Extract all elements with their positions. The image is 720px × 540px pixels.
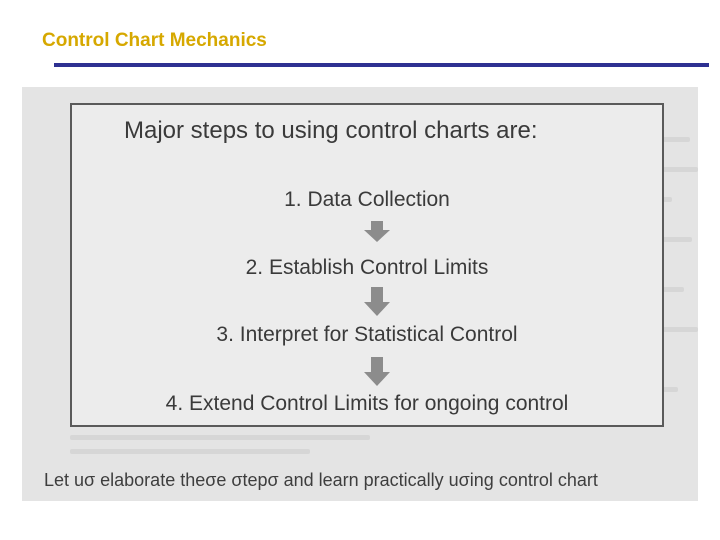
down-arrow-icon <box>362 221 392 243</box>
bleed-through-line <box>70 449 310 454</box>
steps-box <box>70 103 664 427</box>
figure-footer-text: Let uσ elaborate theσe σtepσ and learn practically uσing control chart <box>44 470 598 490</box>
down-arrow-icon <box>362 287 392 317</box>
step-3: 3. Interpret for Statistical Control <box>216 323 518 346</box>
bleed-through-line <box>70 435 370 440</box>
step-4: 4. Extend Control Limits for ongoing control <box>165 392 569 415</box>
step-2: 2. Establish Control Limits <box>245 256 489 279</box>
steps-heading: Major steps to using control charts are: <box>124 117 538 144</box>
down-arrow-icon <box>362 357 392 387</box>
title-underline <box>54 63 709 67</box>
scanned-figure <box>22 87 698 501</box>
slide-title: Control Chart Mechanics <box>42 30 267 51</box>
step-1: 1. Data Collection <box>284 188 450 211</box>
